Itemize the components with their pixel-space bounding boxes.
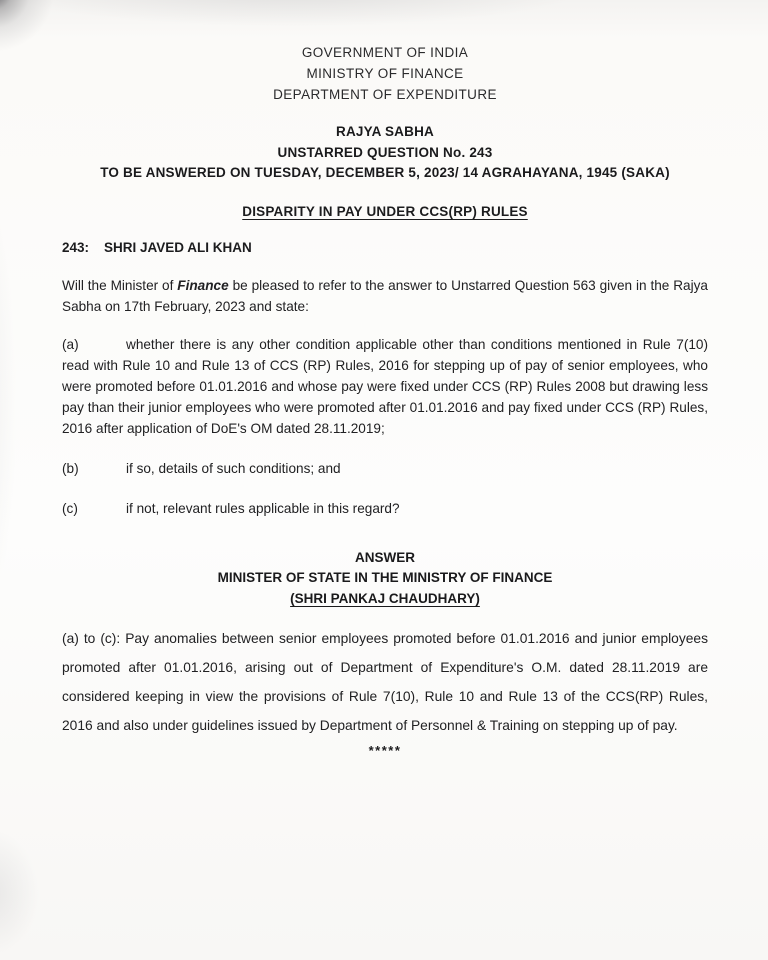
question-intro-prefix: Will the Minister of [62, 277, 178, 293]
member-question-number: 243: [62, 239, 90, 255]
letterhead [62, 42, 708, 105]
minister-name: (SHRI PANKAJ CHAUDHARY) [290, 590, 480, 606]
question-item-b [62, 458, 708, 479]
answer-body-paragraph: (a) to (c): Pay anomalies between senior employees promoted before 01.01.2016 and junior employees promoted after 01.01.2016, arising out of Department of Expenditure's O.M. dated 28.11.2019 are considered keeping in view the provisions of Rule 7(10), Rule 10 and Rule 13 of the CCS(RP) Rules, 2016 and also under guidelines issued by Department of Personnel & Training on stepping up of pay. [62, 631, 708, 733]
question-number-line: UNSTARRED QUESTION No. 243 [277, 144, 493, 160]
question-item-c [62, 498, 708, 519]
question-intro-suffix: be pleased to refer to the answer to Unstarred Question 563 given in the Rajya Sabha on 17th February, 2023 and state: [62, 277, 708, 314]
footer-stars: ***** [368, 743, 402, 758]
answer-date-line: TO BE ANSWERED ON TUESDAY, DECEMBER 5, 2023/ 14 AGRAHAYANA, 1945 (SAKA) [100, 165, 670, 180]
question-item-a [62, 334, 708, 439]
question-intro-paragraph [62, 275, 708, 317]
question-item-b-text: if so, details of such conditions; and [126, 460, 341, 476]
answer-heading-block [62, 548, 708, 610]
letterhead-government-line: GOVERNMENT OF INDIA [301, 45, 469, 60]
question-item-c-label: (c) [62, 500, 78, 516]
letterhead-ministry-line: MINISTRY OF FINANCE [306, 66, 464, 81]
letterhead-department-line: DEPARTMENT OF EXPENDITURE [273, 87, 497, 102]
question-item-c-text: if not, relevant rules applicable in this regard? [126, 500, 400, 516]
question-item-b-label: (b) [62, 460, 79, 476]
house-name: RAJYA SABHA [336, 124, 434, 139]
question-intro-ministry-emphasis: Finance [177, 277, 229, 293]
session-header [62, 122, 708, 184]
member-name: SHRI JAVED ALI KHAN [104, 239, 252, 255]
answer-heading: ANSWER [355, 549, 415, 565]
subject-title: DISPARITY IN PAY UNDER CCS(RP) RULES [242, 203, 528, 219]
question-item-a-label: (a) [62, 336, 79, 352]
member-line [62, 240, 708, 255]
question-item-a-text: whether there is any other condition applicable other than conditions mentioned in Rule 7(10) read with Rule 10 and Rule 13 of CCS (RP) Rules, 2016 for stepping up of pay of senior employees, who were promoted before 01.01.2016 and whose pay were fixed under CCS (RP) Rules 2008 but drawing less pay than their junior employees who were promoted after 01.01.2016 and pay fixed under CCS (RP) Rules, 2016 after application of DoE's OM dated 28.11.2019; [62, 336, 708, 436]
minister-title: MINISTER OF STATE IN THE MINISTRY OF FINANCE [217, 570, 553, 585]
